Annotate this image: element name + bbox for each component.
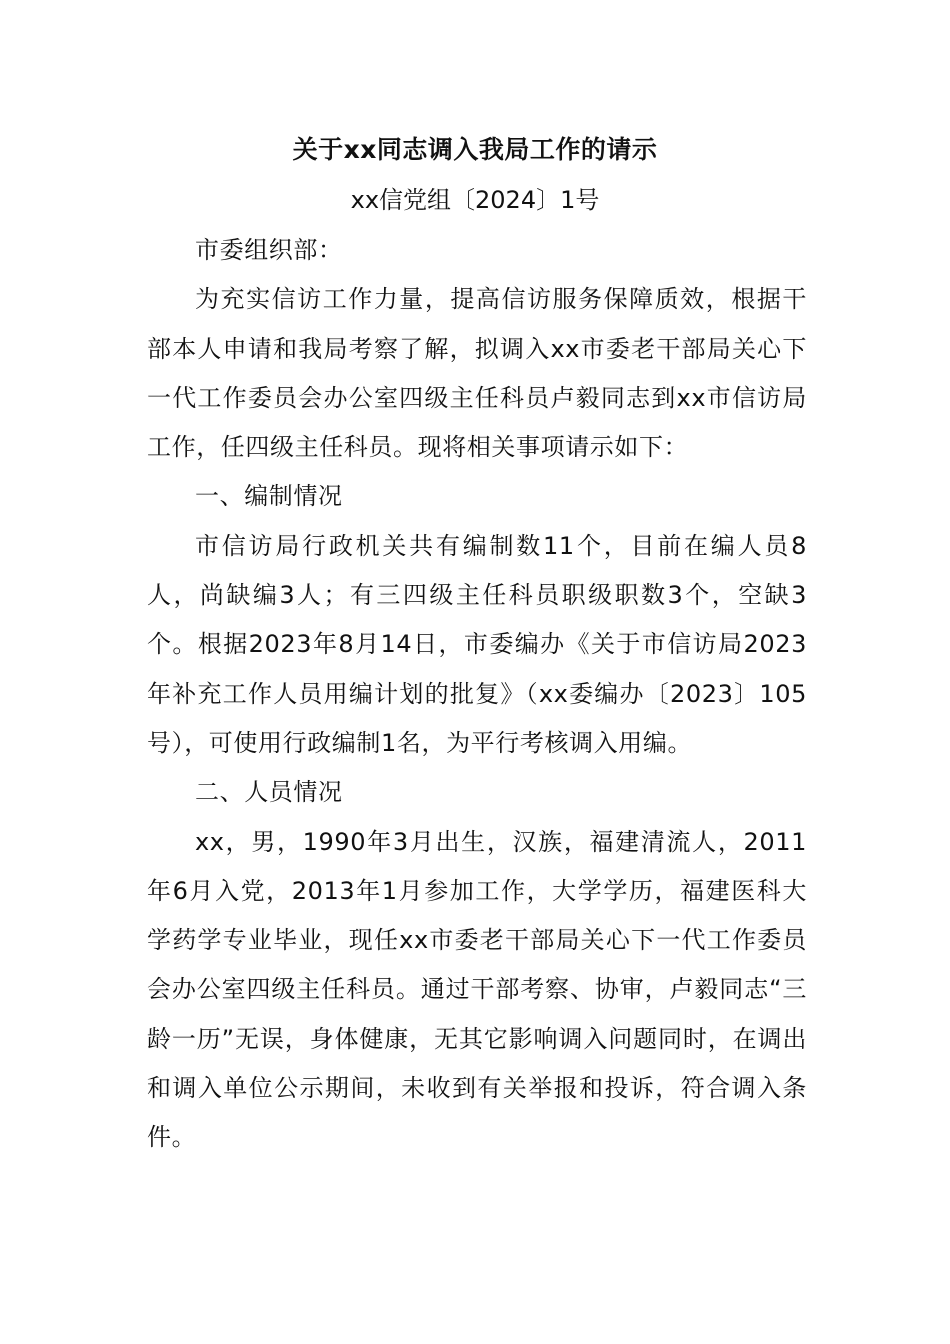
salutation: 市委组织部： xyxy=(195,236,343,264)
section-heading-personnel: 二、人员情况 xyxy=(195,778,343,807)
document-body xyxy=(147,226,807,1163)
document-number: xx信党组〔2024〕1号 xyxy=(350,186,600,214)
paragraph-intro: 为充实信访工作力量，提高信访服务保障质效，根据干部本人申请和我局考察了解，拟调入xx市委老干部局关心下一代工作委员会办公室四级主任科员卢毅同志到xx市信访局工作，任四级主任科员。现将相关事项请示如下： xyxy=(147,285,807,462)
document-title: 关于xx同志调入我局工作的请示 xyxy=(292,135,658,164)
section-heading-staffing: 一、编制情况 xyxy=(195,482,343,511)
paragraph-staffing: 市信访局行政机关共有编制数11个，目前在编人员8人，尚缺编3人；有三四级主任科员职级职数3个，空缺3个。根据2023年8月14日，市委编办《关于市信访局2023年补充工作人员用编计划的批复》（xx委编办〔2023〕105号），可使用行政编制1名，为平行考核调入用编。 xyxy=(147,531,807,757)
paragraph-personnel: xx，男，1990年3月出生，汉族，福建清流人，2011年6月入党，2013年1月参加工作，大学学历，福建医科大学药学专业毕业，现任xx市委老干部局关心下一代工作委员会办公室四级主任科员。通过干部考察、协审，卢毅同志“三龄一历”无误，身体健康，无其它影响调入问题同时，在调出和调入单位公示期间，未收到有关举报和投诉，符合调入条件。 xyxy=(147,827,807,1152)
